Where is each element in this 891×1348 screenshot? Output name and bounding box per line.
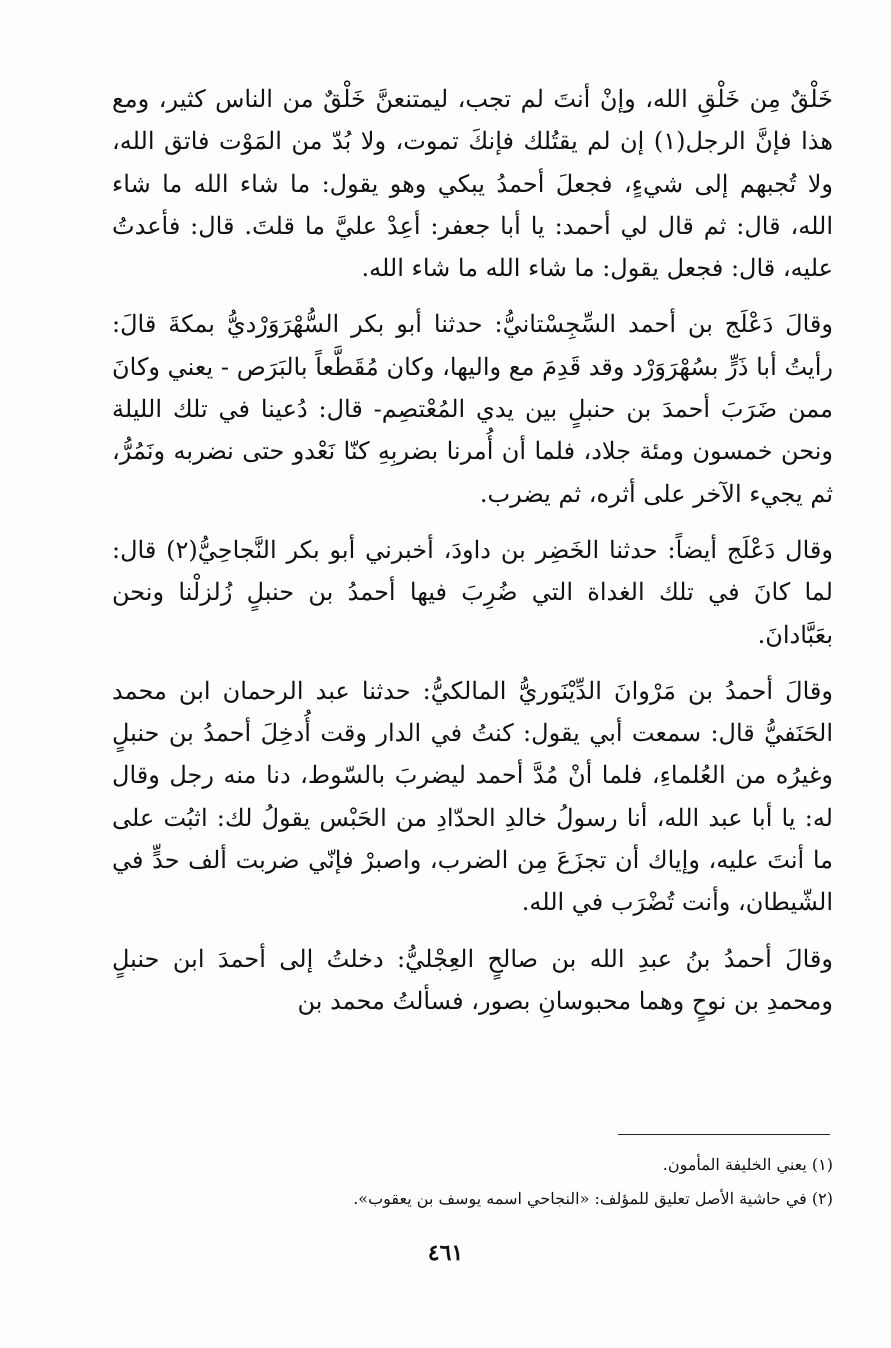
paragraph-1: خَلْقٌ مِن خَلْقِ الله، وإنْ أنتَ لم تجب، ليمتنعنَّ خَلْقٌ من الناس كثير، ومع هذا فإنَّ الرجل(١) إن لم يقتُلك فإنكَ تموت، ولا بُدّ من المَوْت فاتق الله، ولا تُجبهم إلى شيءٍ، فجعلَ أحمدُ يبكي وهو يقول: ما شاء الله ما شاء الله، قال: ثم قال لي أحمد: يا أبا جعفر: أعِدْ عليَّ ما قلتَ. قال: فأعدتُ عليه، قال: فجعل يقول: ما شاء الله ما شاء الله. [112, 85, 834, 283]
paragraph-2: وقالَ دَعْلَج بن أحمد السِّجِسْتانيُّ: حدثنا أبو بكر السُّهْرَوَرْديُّ بمكةَ قالَ: رأيتُ أبا ذَرٍّ بسُهْرَوَرْد وقد قَدِمَ مع واليها، وكان مُقَطَّعاً بالبَرَص - يعني وكانَ ممن ضَرَبَ أحمدَ بن حنبلٍ بين يدي المُعْتصِم- قال: دُعينا في تلك الليلة ونحن خمسون ومئة جلاد، فلما أن أُمرنا بضربِهِ كنّا نَعْدو حتى نضربه ونَمُرُّ، ثم يجيء الآخر على أثره، ثم يضرب. [112, 310, 833, 508]
footnotes [112, 1148, 833, 1216]
footnote-2: (٢) في حاشية الأصل تعليق للمؤلف: «النجاحي اسمه يوسف بن يعقوب». [353, 1189, 833, 1208]
paragraph-4: وقالَ أحمدُ بن مَرْوانَ الدِّيْنَوريُّ المالكيُّ: حدثنا عبد الرحمان ابن محمد الحَنَفيُّ قال: سمعت أبي يقول: كنتُ في الدار وقت أُدخِلَ أحمدُ بن حنبلٍ وغيرُه من العُلماءِ، فلما أنْ مُدَّ أحمد ليضربَ بالسّوط، دنا منه رجل وقال له: يا أبا عبد الله، أنا رسولُ خالدِ الحدّادِ من الحَبْس يقولُ لك: اثبُت على ما أنتَ عليه، وإياك أن تجزَعَ مِن الضرب، واصبرْ فإنّي ضربت ألف حدٍّ في الشّيطان، وأنت تُضْرَب في الله. [112, 676, 833, 917]
main-text [112, 78, 833, 1036]
paragraph-5: وقالَ أحمدُ بنُ عبدِ الله بن صالحٍ العِجْليُّ: دخلتُ إلى أحمدَ ابن حنبلٍ ومحمدِ بن نوحٍ وهما محبوسانِ بصور، فسألتُ محمد بن [112, 944, 833, 1015]
paragraph-3: وقال دَعْلَج أيضاً: حدثنا الخَضِر بن داودَ، أخبرني أبو بكر النَّجاحِيُّ(٢) قال: لما كانَ في تلك الغداة التي ضُرِبَ فيها أحمدُ بن حنبلٍ زُلزلْنا ونحن بعَبَّادانَ. [112, 535, 833, 649]
footnote-1: (١) يعني الخليفة المأمون. [662, 1155, 833, 1174]
page-number: ٤٦١ [427, 1240, 464, 1266]
footnote-divider [618, 1134, 830, 1135]
